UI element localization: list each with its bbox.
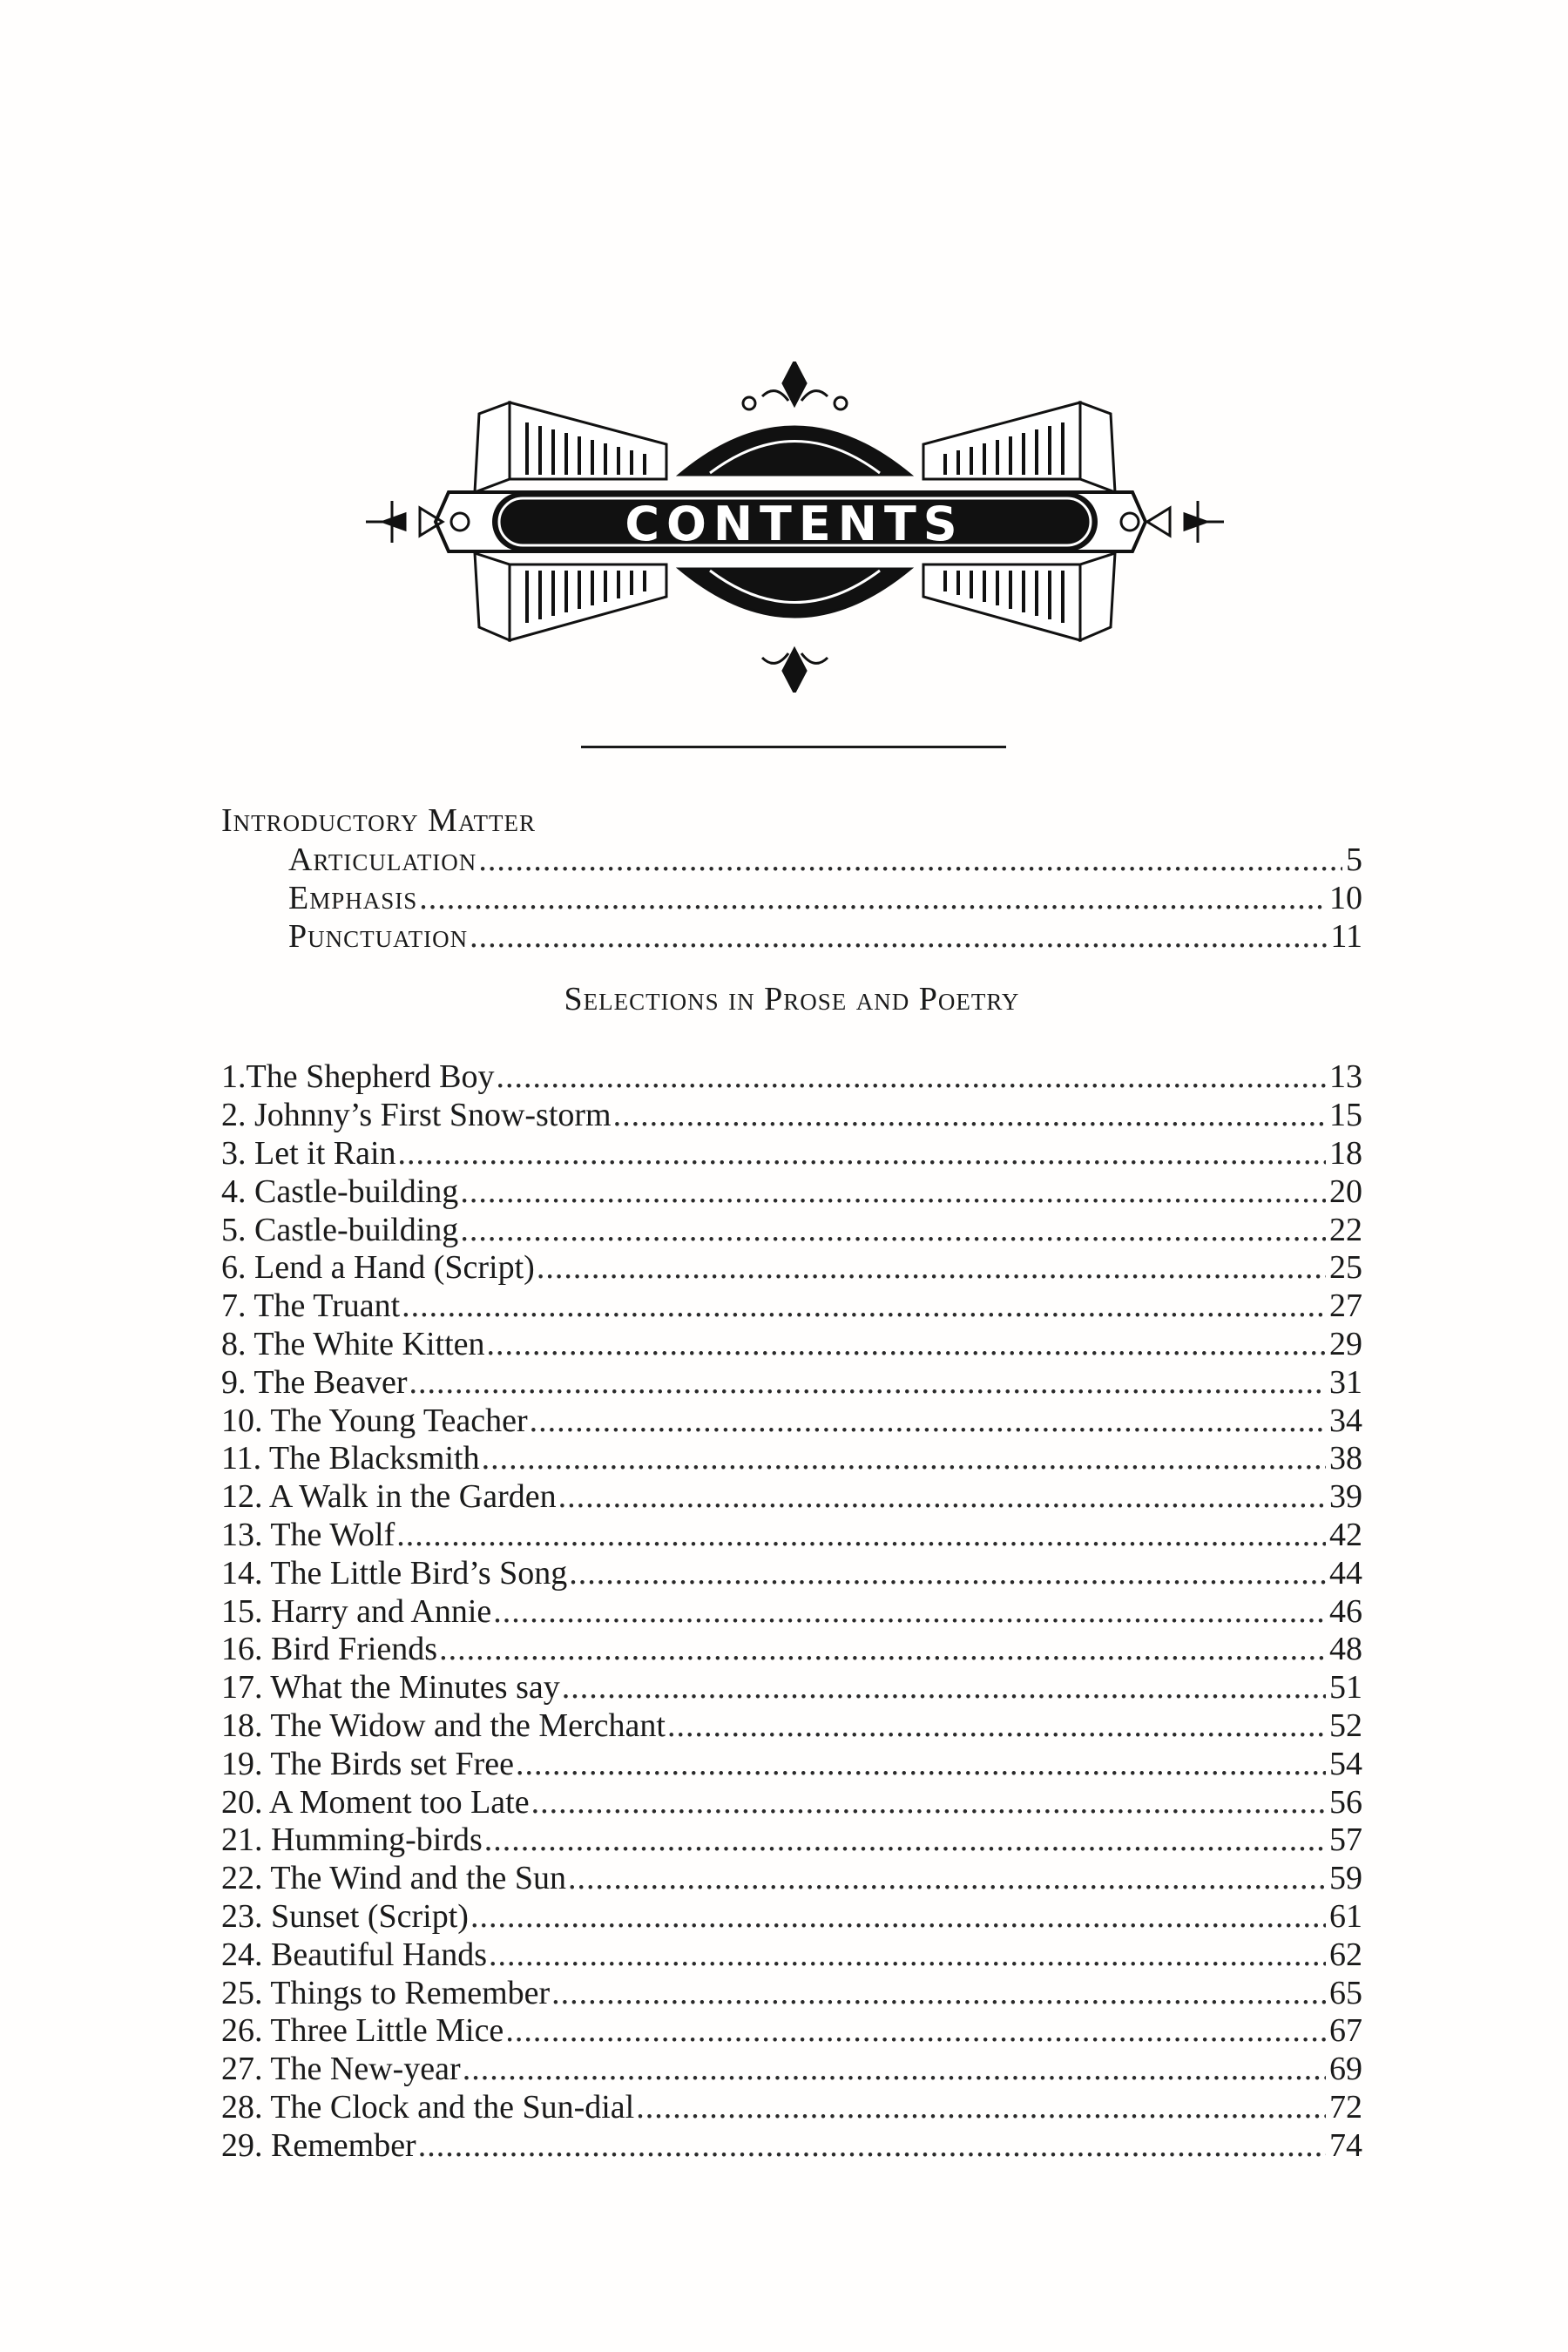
toc-entry-title: Articulation — [288, 841, 477, 878]
dot-leader — [439, 1631, 1326, 1669]
dot-leader — [530, 1402, 1326, 1441]
toc-entry — [221, 918, 1362, 956]
dot-leader — [478, 841, 1342, 880]
toc-entry-title: 28. The Clock and the Sun-dial — [221, 2088, 635, 2126]
toc-entry-title: 1.The Shepherd Boy — [221, 1058, 495, 1096]
toc-entry-title: 18. The Widow and the Merchant — [221, 1707, 666, 1744]
toc-entry-title: 22. The Wind and the Sun — [221, 1860, 567, 1897]
toc-entry-page: 42 — [1329, 1516, 1362, 1553]
toc-entry-page: 56 — [1329, 1783, 1362, 1821]
divider-rule — [581, 746, 1006, 748]
toc-entry — [221, 1212, 1362, 1250]
toc-entry — [221, 1440, 1362, 1478]
toc-entry-page: 38 — [1329, 1440, 1362, 1477]
dot-leader — [487, 1326, 1326, 1364]
toc-entry-page: 25 — [1329, 1249, 1362, 1287]
toc-entry-title: 26. Three Little Mice — [221, 2012, 504, 2050]
toc-entry-page: 31 — [1329, 1363, 1362, 1401]
toc-entry — [221, 1478, 1362, 1517]
toc-entry-title: 16. Bird Friends — [221, 1631, 438, 1668]
toc-entry — [221, 2089, 1362, 2127]
toc-entry — [221, 1058, 1362, 1097]
toc-entry — [221, 880, 1362, 918]
dot-leader — [470, 1898, 1326, 1936]
dot-leader — [418, 2127, 1326, 2166]
toc-entry-title: 10. The Young Teacher — [221, 1402, 528, 1439]
toc-entry — [221, 1860, 1362, 1898]
dot-leader — [484, 1821, 1326, 1860]
toc-entry — [221, 841, 1362, 880]
toc-entry-page: 11 — [1330, 917, 1362, 955]
dot-leader — [489, 1936, 1326, 1975]
toc-entry — [221, 1936, 1362, 1975]
toc-entry — [221, 1669, 1362, 1707]
toc-entry-title: 14. The Little Bird’s Song — [221, 1554, 568, 1592]
dot-leader — [613, 1097, 1326, 1135]
dot-leader — [409, 1364, 1327, 1402]
toc-entry-title: 2. Johnny’s First Snow-storm — [221, 1097, 612, 1134]
toc-entry-title: 3. Let it Rain — [221, 1134, 396, 1172]
toc-entry-title: 8. The White Kitten — [221, 1325, 485, 1362]
toc-entry — [221, 1249, 1362, 1288]
dot-leader — [551, 1975, 1326, 2013]
toc-entry — [221, 1631, 1362, 1669]
toc-entry — [221, 1402, 1362, 1441]
dot-leader — [482, 1440, 1326, 1478]
toc-entry-title: 19. The Birds set Free — [221, 1745, 514, 1782]
toc-entry — [221, 1975, 1362, 2013]
toc-entry — [221, 1288, 1362, 1326]
toc-entry-page: 18 — [1329, 1134, 1362, 1172]
toc-entry — [221, 1593, 1362, 1632]
intro-heading: Introductory Matter — [221, 802, 536, 839]
toc-entry-page: 74 — [1329, 2126, 1362, 2164]
toc-entry — [221, 1821, 1362, 1860]
dot-leader — [460, 1212, 1326, 1250]
dot-leader — [505, 2012, 1326, 2051]
toc-entry-title: 17. What the Minutes say — [221, 1669, 560, 1707]
dot-leader — [463, 2051, 1326, 2089]
toc-entry — [221, 1707, 1362, 1746]
selections-list — [221, 1058, 1362, 2165]
banner-title: CONTENTS — [625, 497, 964, 551]
toc-entry-page: 67 — [1329, 2012, 1362, 2050]
toc-entry — [221, 1898, 1362, 1936]
dot-leader — [470, 918, 1327, 956]
dot-leader — [460, 1173, 1326, 1212]
toc-entry-page: 13 — [1329, 1058, 1362, 1096]
toc-entry — [221, 2012, 1362, 2051]
toc-entry-page: 48 — [1329, 1631, 1362, 1668]
toc-entry — [221, 1517, 1362, 1555]
toc-entry-page: 69 — [1329, 2051, 1362, 2088]
toc-entry-page: 54 — [1329, 1745, 1362, 1782]
dot-leader — [396, 1517, 1326, 1555]
toc-entry-page: 46 — [1329, 1592, 1362, 1630]
toc-entry-title: 29. Remember — [221, 2126, 416, 2164]
toc-entry-page: 57 — [1329, 1821, 1362, 1859]
toc-entry-page: 29 — [1329, 1325, 1362, 1362]
toc-entry-title: 7. The Truant — [221, 1288, 401, 1325]
toc-entry — [221, 1173, 1362, 1212]
toc-entry-page: 20 — [1329, 1173, 1362, 1210]
dot-leader — [402, 1288, 1326, 1326]
table-of-contents — [221, 800, 1362, 2166]
toc-entry-title: Punctuation — [288, 917, 469, 955]
toc-entry-title: 5. Castle-building — [221, 1211, 459, 1248]
toc-entry-page: 10 — [1329, 879, 1362, 916]
toc-entry-title: 13. The Wolf — [221, 1516, 395, 1553]
toc-entry-title: 6. Lend a Hand (Script) — [221, 1249, 535, 1287]
dot-leader — [667, 1707, 1326, 1746]
dot-leader — [569, 1555, 1326, 1593]
toc-entry-title: 24. Beautiful Hands — [221, 1936, 488, 1973]
toc-entry — [221, 1326, 1362, 1364]
toc-entry-page: 34 — [1329, 1402, 1362, 1439]
dot-leader — [636, 2089, 1326, 2127]
toc-entry — [221, 1097, 1362, 1135]
toc-entry — [221, 2127, 1362, 2166]
toc-entry-page: 65 — [1329, 1974, 1362, 2011]
dot-leader — [493, 1593, 1326, 1632]
selections-heading: Selections in Prose and Poetry — [564, 981, 1020, 1018]
toc-entry — [221, 1746, 1362, 1784]
toc-entry-page: 15 — [1329, 1097, 1362, 1134]
toc-entry-page: 59 — [1329, 1860, 1362, 1897]
toc-entry — [221, 1135, 1362, 1173]
toc-entry-page: 44 — [1329, 1554, 1362, 1592]
toc-entry — [221, 1555, 1362, 1593]
dot-leader — [419, 880, 1326, 918]
toc-entry-page: 22 — [1329, 1211, 1362, 1248]
toc-entry-title: 27. The New-year — [221, 2051, 461, 2088]
contents-banner — [366, 362, 1224, 693]
toc-entry-page: 61 — [1329, 1897, 1362, 1935]
toc-entry-page: 72 — [1329, 2088, 1362, 2126]
dot-leader — [398, 1135, 1326, 1173]
toc-entry-title: 23. Sunset (Script) — [221, 1897, 469, 1935]
dot-leader — [516, 1746, 1326, 1784]
dot-leader — [562, 1669, 1326, 1707]
toc-entry-page: 5 — [1346, 841, 1362, 878]
toc-entry-title: 21. Humming-birds — [221, 1821, 483, 1859]
toc-entry — [221, 1364, 1362, 1402]
dot-leader — [496, 1058, 1326, 1097]
toc-entry-page: 51 — [1329, 1669, 1362, 1707]
toc-entry — [221, 2051, 1362, 2089]
toc-entry-page: 39 — [1329, 1478, 1362, 1516]
dot-leader — [537, 1249, 1326, 1288]
toc-entry-title: 20. A Moment too Late — [221, 1783, 530, 1821]
dot-leader — [531, 1784, 1326, 1822]
intro-list — [221, 841, 1362, 956]
toc-entry-page: 27 — [1329, 1288, 1362, 1325]
toc-entry-title: 15. Harry and Annie — [221, 1592, 492, 1630]
dot-leader — [568, 1860, 1326, 1898]
toc-entry-title: 12. A Walk in the Garden — [221, 1478, 557, 1516]
toc-entry — [221, 1784, 1362, 1822]
toc-entry-title: Emphasis — [288, 879, 418, 916]
toc-entry-title: 11. The Blacksmith — [221, 1440, 480, 1477]
toc-entry-title: 4. Castle-building — [221, 1173, 459, 1210]
toc-entry-title: 25. Things to Remember — [221, 1974, 551, 2011]
toc-entry-page: 62 — [1329, 1936, 1362, 1973]
dot-leader — [558, 1478, 1326, 1517]
toc-entry-title: 9. The Beaver — [221, 1363, 408, 1401]
toc-entry-page: 52 — [1329, 1707, 1362, 1744]
